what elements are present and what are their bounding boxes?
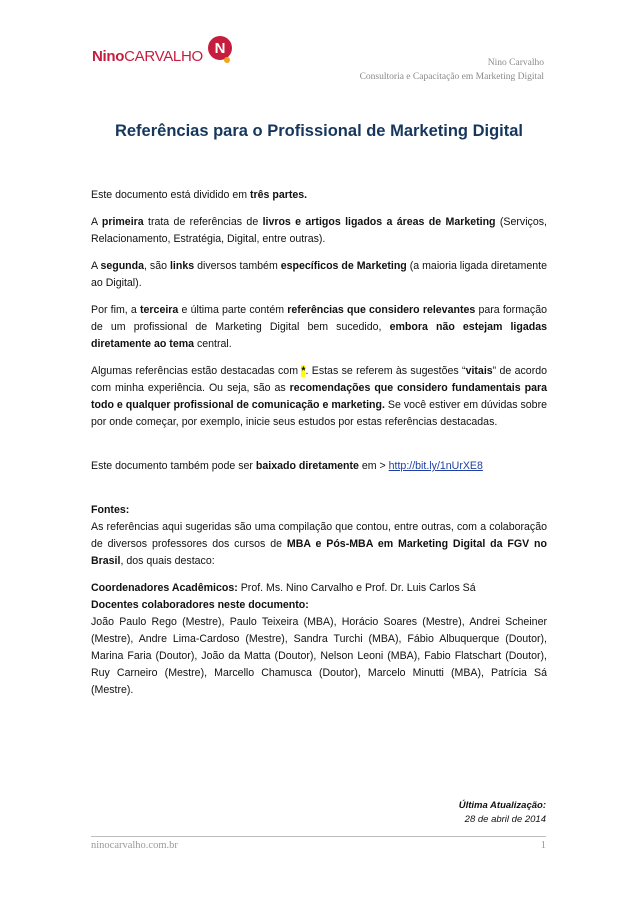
- sources-paragraph: Fontes: As referências aqui sugeridas são uma compilação que contou, entre outras, com a colaboração de diversos professores dos cursos de MBA e Pós-MBA em Marketing Digital da FGV no Brasil, dos quais destaco:: [91, 504, 547, 567]
- highlight-paragraph: Algumas referências estão destacadas com *. Estas se referem às sugestões “vitais” de acordo com minha experiência. Ou seja, são as recomendações que considero fundamentais para todo e qualquer profissional de comunicação e marketing. Se você estiver em dúvidas sobre por onde começar, por exemplo, inicie seus estudos por estas referências destacadas.: [91, 365, 548, 428]
- download-paragraph: Este documento também pode ser baixado diretamente em > http://bit.ly/1nUrXE8: [91, 460, 483, 472]
- second-part-paragraph: A segunda, são links diversos também específicos de Marketing (a maioria ligada diretamente ao Digital).: [91, 260, 547, 289]
- logo-wordmark: NinoCARVALHO: [92, 47, 203, 65]
- footer-page-number: 1: [540, 840, 546, 851]
- highlight-star: *: [301, 365, 306, 377]
- third-part-paragraph: Por fim, a terceira e última parte contém referências que considero relevantes para formação de um profissional de Marketing Digital bem sucedido, embora não estejam ligadas diretamente ao tema central.: [91, 304, 548, 350]
- last-update-label: Última Atualização:: [458, 800, 546, 811]
- logo-badge-letter: N: [214, 40, 226, 57]
- footer-divider: [91, 836, 546, 837]
- last-update-date: 28 de abril de 2014: [464, 814, 546, 825]
- last-update: [459, 799, 546, 827]
- document-body: [91, 187, 547, 709]
- first-part-paragraph: A primeira trata de referências de livros e artigos ligados a áreas de Marketing (Serviços, Relacionamento, Estratégia, Digital, entre outras).: [91, 216, 547, 245]
- download-link[interactable]: http://bit.ly/1nUrXE8: [388, 460, 483, 472]
- footer-site: ninocarvalho.com.br: [91, 840, 178, 851]
- header-tagline: Consultoria e Capacitação em Marketing Digital: [359, 72, 544, 82]
- logo: [92, 36, 235, 76]
- header-author-block: [360, 56, 544, 84]
- sources-heading: Fontes:: [91, 504, 130, 516]
- coordinators-paragraph: Coordenadores Acadêmicos: Prof. Ms. Nino Carvalho e Prof. Dr. Luis Carlos Sá Docentes colaboradores neste documento: João Paulo Rego (Mestre), Paulo Teixeira (MBA), Horácio Soares (Mestre), Andrei Scheiner (Mestre), Andre Lima-Cardoso (Mestre), Sandra Turchi (MBA), Fábio Albuquerque (Doutor), Marina Faria (Doutor), João da Matta (Doutor), Nelson Leoni (MBA), Fabio Flatschart (Doutor), Ruy Carneiro (Mestre), Marcello Chamusca (Doutor), Marcelo Minutti (MBA), Patrícia Sá (Mestre).: [91, 582, 547, 696]
- logo-badge-icon: [205, 35, 235, 65]
- page-title: Referências para o Profissional de Marketing Digital: [114, 122, 524, 140]
- header-author: Nino Carvalho: [487, 58, 544, 68]
- intro-paragraph: Este documento está dividido em três partes.: [91, 189, 308, 201]
